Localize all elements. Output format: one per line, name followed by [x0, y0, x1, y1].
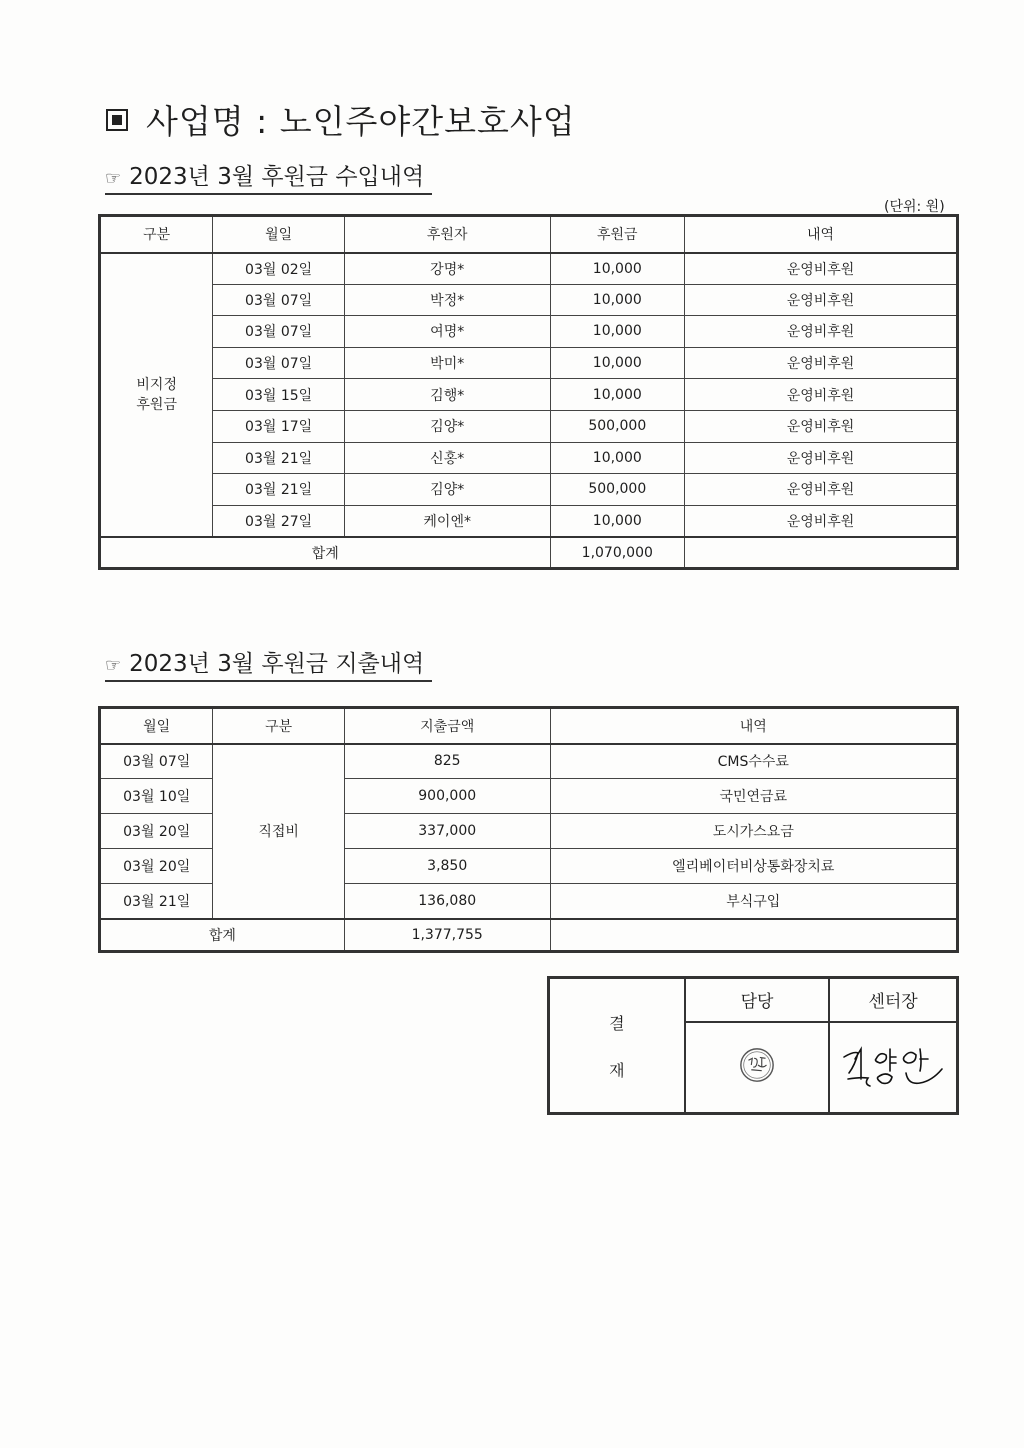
row-amount: 10,000 — [550, 253, 684, 285]
row-amount: 136,080 — [344, 884, 550, 919]
approval-label — [549, 978, 685, 1114]
row-date: 03월 27일 — [213, 505, 344, 537]
row-donor: 케이엔* — [344, 505, 550, 537]
expense-heading — [105, 645, 432, 682]
table-row — [100, 505, 958, 537]
row-detail: 부식구입 — [550, 884, 957, 919]
col-header-detail: 내역 — [685, 216, 958, 253]
approval-role-manager: 담당 — [685, 978, 829, 1022]
row-donor: 박미* — [344, 347, 550, 379]
income-header-row — [100, 216, 958, 253]
table-row — [100, 284, 958, 316]
manager-stamp-cell — [685, 1022, 829, 1114]
row-detail: 운영비후원 — [685, 253, 958, 285]
pointing-hand-icon: ☞ — [105, 168, 122, 189]
col-header-date: 월일 — [213, 216, 344, 253]
page-title — [106, 96, 576, 143]
row-date: 03월 02일 — [213, 253, 344, 285]
row-detail: 운영비후원 — [685, 347, 958, 379]
row-detail: 엘리베이터비상통화장치료 — [550, 849, 957, 884]
director-signature — [838, 1035, 948, 1095]
row-donor: 박정* — [344, 284, 550, 316]
col-header-category: 구분 — [100, 216, 213, 253]
pointing-hand-icon: ☞ — [105, 655, 122, 676]
expense-total-label: 합계 — [100, 919, 345, 952]
director-signature-cell — [829, 1022, 957, 1114]
row-date: 03월 21일 — [100, 884, 213, 919]
row-donor: 김양* — [344, 410, 550, 442]
row-amount: 900,000 — [344, 779, 550, 814]
expense-header-row — [100, 708, 958, 744]
row-amount: 500,000 — [550, 474, 684, 506]
col-header-amount: 지출금액 — [344, 708, 550, 744]
row-amount: 10,000 — [550, 284, 684, 316]
row-date: 03월 07일 — [213, 347, 344, 379]
row-detail: 운영비후원 — [685, 505, 958, 537]
row-date: 03월 07일 — [100, 744, 213, 779]
row-amount: 10,000 — [550, 347, 684, 379]
table-row — [100, 442, 958, 474]
row-date: 03월 21일 — [213, 442, 344, 474]
manager-stamp — [738, 1046, 776, 1084]
row-amount: 10,000 — [550, 316, 684, 348]
row-detail: 국민연금료 — [550, 779, 957, 814]
approval-box — [547, 976, 959, 1115]
table-row — [100, 474, 958, 506]
col-header-amount: 후원금 — [550, 216, 684, 253]
income-total-row — [100, 537, 958, 569]
approval-label-top: 결 — [609, 1013, 625, 1033]
row-date: 03월 10일 — [100, 779, 213, 814]
square-bullet-icon — [106, 109, 128, 131]
row-date: 03월 20일 — [100, 849, 213, 884]
col-header-detail: 내역 — [550, 708, 957, 744]
income-category-cell: 비지정 후원금 — [100, 253, 213, 537]
row-detail: 운영비후원 — [685, 410, 958, 442]
income-table — [98, 214, 959, 570]
approval-label-bottom: 재 — [609, 1060, 625, 1080]
row-detail: 운영비후원 — [685, 316, 958, 348]
row-date: 03월 07일 — [213, 284, 344, 316]
row-date: 03월 21일 — [213, 474, 344, 506]
income-total-amount: 1,070,000 — [550, 537, 684, 569]
row-donor: 김행* — [344, 379, 550, 411]
row-amount: 3,850 — [344, 849, 550, 884]
expense-total-amount: 1,377,755 — [344, 919, 550, 952]
project-title: 사업명 : 노인주야간보호사업 — [146, 102, 576, 141]
row-amount: 10,000 — [550, 442, 684, 474]
row-detail: 도시가스요금 — [550, 814, 957, 849]
row-date: 03월 07일 — [213, 316, 344, 348]
row-donor: 강명* — [344, 253, 550, 285]
table-row — [100, 316, 958, 348]
row-amount: 10,000 — [550, 379, 684, 411]
col-header-date: 월일 — [100, 708, 213, 744]
row-amount: 500,000 — [550, 410, 684, 442]
row-donor: 신홍* — [344, 442, 550, 474]
income-heading — [105, 158, 432, 195]
table-row — [100, 347, 958, 379]
row-detail: CMS수수료 — [550, 744, 957, 779]
income-heading-text: 2023년 3월 후원금 수입내역 — [129, 164, 425, 190]
unit-note: (단위: 원) — [884, 199, 945, 215]
expense-total-detail — [550, 919, 957, 952]
income-total-label: 합계 — [100, 537, 551, 569]
expense-heading-text: 2023년 3월 후원금 지출내역 — [129, 651, 425, 677]
table-row — [100, 744, 958, 779]
row-donor: 김양* — [344, 474, 550, 506]
row-date: 03월 15일 — [213, 379, 344, 411]
approval-role-director: 센터장 — [829, 978, 957, 1022]
row-detail: 운영비후원 — [685, 379, 958, 411]
table-row — [100, 410, 958, 442]
income-total-detail — [685, 537, 958, 569]
row-detail: 운영비후원 — [685, 474, 958, 506]
row-detail: 운영비후원 — [685, 442, 958, 474]
row-date: 03월 20일 — [100, 814, 213, 849]
expense-table — [98, 706, 959, 953]
row-amount: 10,000 — [550, 505, 684, 537]
expense-total-row — [100, 919, 958, 952]
table-row — [100, 379, 958, 411]
col-header-donor: 후원자 — [344, 216, 550, 253]
row-amount: 825 — [344, 744, 550, 779]
col-header-category: 구분 — [213, 708, 344, 744]
row-amount: 337,000 — [344, 814, 550, 849]
expense-category-cell: 직접비 — [213, 744, 344, 919]
row-donor: 여명* — [344, 316, 550, 348]
table-row — [100, 253, 958, 285]
row-detail: 운영비후원 — [685, 284, 958, 316]
row-date: 03월 17일 — [213, 410, 344, 442]
